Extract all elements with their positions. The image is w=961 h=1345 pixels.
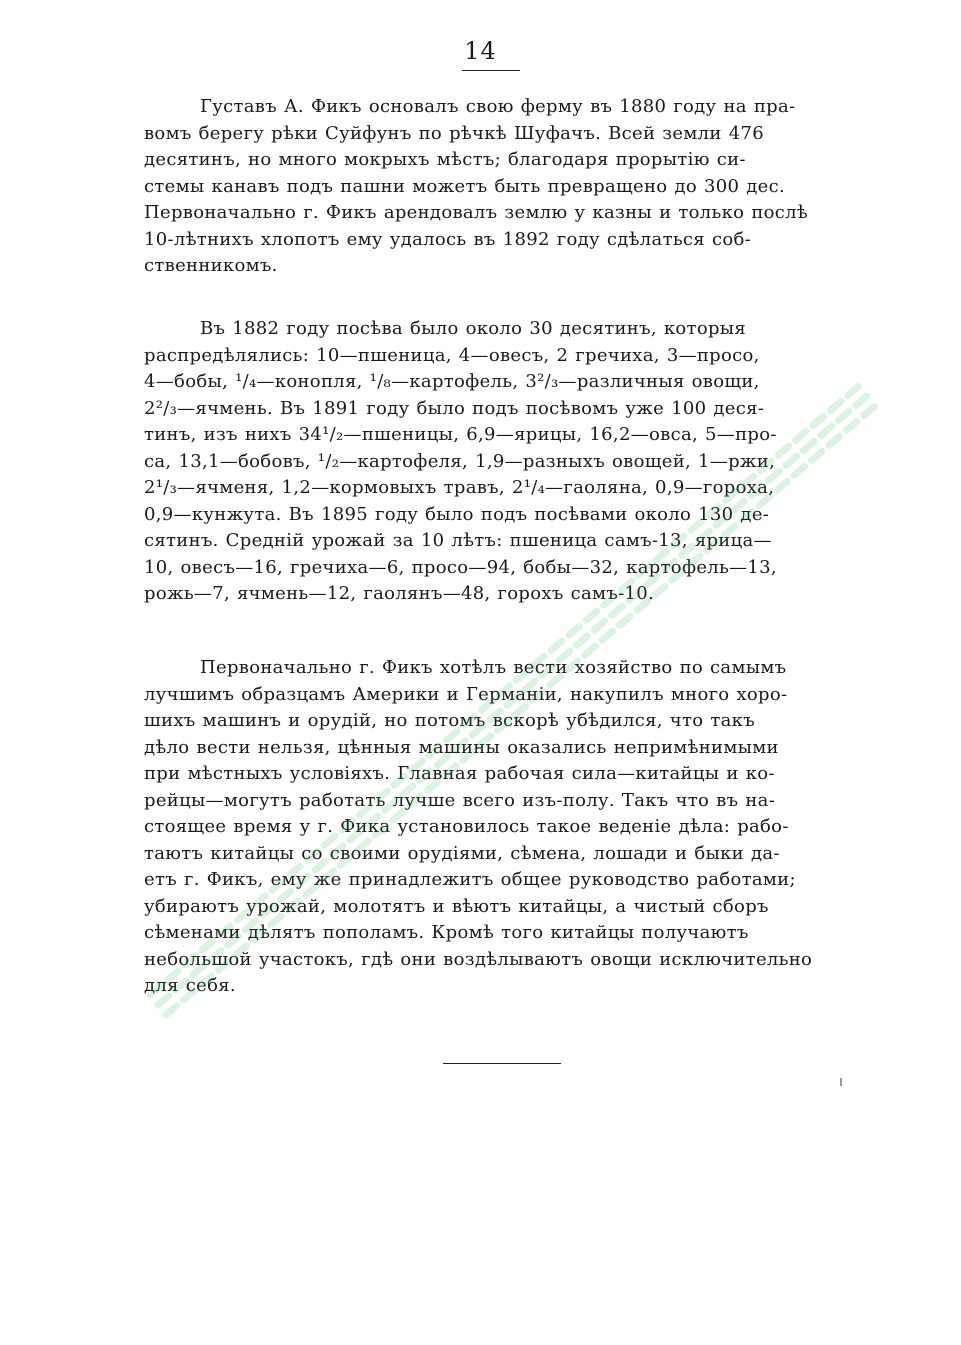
paragraph-3	[144, 655, 852, 1000]
paragraph-line: 10-лѣтнихъ хлопотъ ему удалось въ 1892 году сдѣлаться соб-	[144, 228, 752, 250]
paragraph-1	[144, 94, 852, 280]
section-end-rule	[443, 1063, 561, 1064]
paragraph-line: етъ г. Фикъ, ему же принадлежитъ общее руководство работами;	[144, 869, 796, 890]
paragraph-2	[144, 316, 852, 608]
paragraph-line: таютъ китайцы со своими орудіями, сѣмена, лошади и быки да-	[144, 842, 780, 864]
paragraph-line: Въ 1882 году посѣва было около 30 десятинъ, которыя	[200, 318, 747, 339]
paragraph-text	[144, 94, 852, 280]
paragraph-line: Первоначально г. Фикъ хотѣлъ вести хозяйство по самымъ	[200, 657, 787, 678]
paragraph-line: 2²/₃—ячмень. Въ 1891 году было подъ посѣвомъ уже 100 деся-	[144, 397, 765, 419]
paragraph-line: са, 13,1—бобовъ, ¹/₂—картофеля, 1,9—разныхъ овощей, 1—ржи,	[144, 450, 776, 472]
paragraph-line: 10, овесъ—16, гречиха—6, просо—94, бобы—32, картофель—13,	[144, 556, 777, 578]
paragraph-line: при мѣстныхъ условіяхъ. Главная рабочая сила—китайцы и ко-	[144, 763, 775, 784]
paragraph-line: вомъ берегу рѣки Суйфунъ по рѣчкѣ Шуфачъ. Всей земли 476	[144, 122, 764, 144]
paragraph-line: рейцы—могутъ работать лучше всего изъ-полу. Такъ что въ на-	[144, 789, 776, 811]
paragraph-line: шихъ машинъ и орудій, но потомъ вскорѣ убѣдился, что такъ	[144, 710, 755, 731]
paragraph-line: тинъ, изъ нихъ 34¹/₂—пшеницы, 6,9—ярицы, 16,2—овса, 5—про-	[144, 424, 777, 445]
paragraph-line: 4—бобы, ¹/₄—конопля, ¹/₈—картофель, 3²/₃—различныя овощи,	[144, 371, 760, 392]
paragraph-line: 2¹/₃—ячменя, 1,2—кормовыхъ травъ, 2¹/₄—гаоляна, 0,9—гороха,	[144, 477, 775, 498]
paragraph-line: ственникомъ.	[144, 255, 278, 276]
scan-speck	[840, 1078, 842, 1086]
paragraph-line: дѣло вести нельзя, цѣнныя машины оказались непримѣнимыми	[144, 736, 779, 758]
paragraph-line: небольшой участокъ, гдѣ они воздѣлываютъ овощи исключительно	[144, 948, 813, 970]
page-number-underline	[462, 70, 520, 71]
paragraph-line: десятинъ, но много мокрыхъ мѣстъ; благодаря прорытію си-	[144, 149, 746, 170]
paragraph-text	[144, 655, 852, 1000]
paragraph-line: распредѣлялись: 10—пшеница, 4—овесъ, 2 гречиха, 3—просо,	[144, 344, 760, 366]
paragraph-text	[144, 316, 852, 608]
paragraph-line: 0,9—кунжута. Въ 1895 году было подъ посѣвами около 130 де-	[144, 503, 770, 525]
paragraph-line: стемы канавъ подъ пашни можетъ быть превращено до 300 дес.	[144, 175, 786, 197]
paragraph-line: Густавъ А. Фикъ основалъ свою ферму въ 1880 году на пра-	[200, 96, 796, 117]
paragraph-line: для себя.	[144, 975, 236, 996]
paragraph-line: Первоначально г. Фикъ арендовалъ землю у казны и только послѣ	[144, 202, 809, 223]
paragraph-line: сѣменами дѣлятъ пополамъ. Кромѣ того китайцы получаютъ	[144, 922, 749, 943]
paragraph-line: стоящее время у г. Фика установилось такое веденіе дѣла: рабо-	[144, 816, 789, 837]
page-number: 14	[464, 37, 497, 65]
paragraph-line: убираютъ урожай, молотятъ и вѣютъ китайцы, а чистый сборъ	[144, 895, 769, 917]
paragraph-line: лучшимъ образцамъ Америки и Германіи, накупилъ много хоро-	[144, 683, 788, 705]
paragraph-line: сятинъ. Средній урожай за 10 лѣтъ: пшеница самъ-13, ярица—	[144, 530, 772, 551]
paragraph-line: рожь—7, ячмень—12, гаолянъ—48, горохъ самъ-10.	[144, 583, 654, 604]
